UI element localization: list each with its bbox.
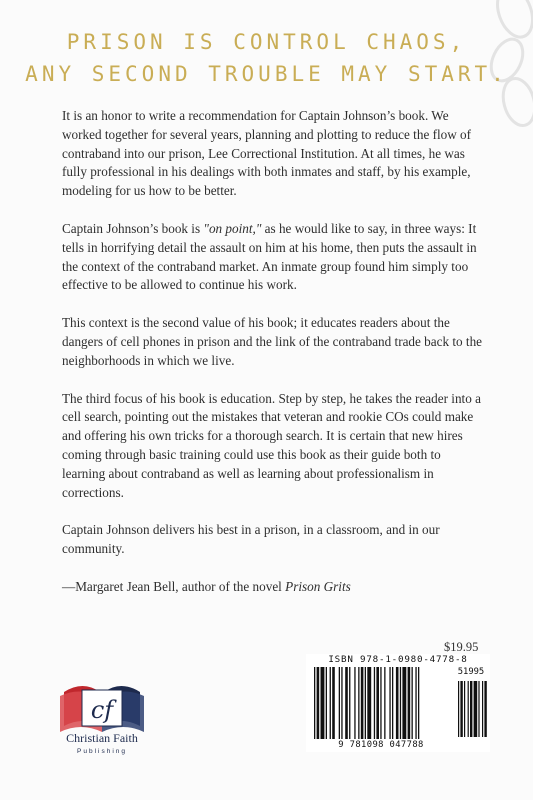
barcode-bar bbox=[392, 667, 393, 739]
paragraph-3: This context is the second value of his book; it educates readers about the dangers of cell phones in prison and the link of the contraband trade back to the neighborhoods in which we live. bbox=[62, 315, 483, 368]
barcode-bar bbox=[314, 667, 315, 739]
barcode-bar bbox=[376, 667, 379, 739]
headline-line-1: PRISON IS CONTROL CHAOS, bbox=[66, 30, 467, 54]
barcode-addon-bar bbox=[468, 681, 469, 737]
barcode-bar bbox=[341, 667, 342, 739]
barcode-bar bbox=[365, 667, 366, 739]
barcode-bar bbox=[374, 667, 375, 739]
barcode-addon-bar bbox=[460, 681, 462, 737]
barcode-bar bbox=[345, 667, 348, 739]
barcode-addon-bar bbox=[484, 681, 486, 737]
paragraph-2-quote: "on point," bbox=[203, 220, 262, 236]
attribution-book-title: Prison Grits bbox=[285, 578, 351, 594]
barcode-addon-bar bbox=[474, 681, 478, 737]
barcode-bar bbox=[358, 667, 359, 739]
barcode-bar bbox=[321, 667, 325, 739]
recommendation-text bbox=[62, 107, 486, 616]
barcode-bar bbox=[339, 667, 340, 739]
barcode bbox=[306, 654, 490, 752]
barcode-bar bbox=[384, 667, 385, 739]
attribution bbox=[62, 578, 486, 597]
paragraph-2-start: Captain Johnson’s book is bbox=[62, 220, 204, 236]
barcode-bar bbox=[400, 667, 401, 739]
isbn-label: ISBN 978-1-0980-4778-8 bbox=[328, 654, 468, 665]
barcode-addon-bar bbox=[470, 681, 472, 737]
barcode-bar bbox=[402, 667, 406, 739]
barcode-bar bbox=[415, 667, 416, 739]
barcode-addon-bar bbox=[464, 681, 465, 737]
barcode-bar bbox=[380, 667, 381, 739]
barcode-bar bbox=[412, 667, 413, 739]
barcode-bar bbox=[349, 667, 350, 739]
barcode-bar bbox=[326, 667, 327, 739]
barcode-bar bbox=[408, 667, 411, 739]
barcode-bar bbox=[317, 667, 320, 739]
paragraph-2-end: as he would like to say, in three ways: It tells in horrifying detail the assault on him at his home, then puts the assault in the context of the contraband market. An inmate group found him simply too effective to be allowed to continue his work. bbox=[62, 220, 477, 293]
publisher-name: Christian Faith bbox=[66, 731, 138, 745]
barcode-bar bbox=[332, 667, 335, 739]
headline bbox=[0, 26, 533, 90]
barcode-addon-bar bbox=[458, 681, 459, 737]
barcode-bars-icon bbox=[312, 667, 490, 739]
barcode-addon-bar bbox=[478, 681, 479, 737]
barcode-bar bbox=[389, 667, 390, 739]
paragraph-2 bbox=[62, 220, 486, 295]
headline-line-2: ANY SECOND TROUBLE MAY START. bbox=[25, 62, 508, 86]
paragraph-5: Captain Johnson delivers his best in a prison, in a classroom, and in our community. bbox=[62, 522, 440, 557]
barcode-bar bbox=[361, 667, 364, 739]
publisher-name-block bbox=[40, 732, 164, 758]
publisher-subtitle: Publishing bbox=[77, 748, 127, 755]
barcode-bar bbox=[396, 667, 399, 739]
barcode-bar bbox=[354, 667, 355, 739]
paragraph-4: The third focus of his book is education. Step by step, he takes the reader into a cell search, pointing out the mistakes that veteran and rookie COs could make and offering his own tricks for a thorough search. It is certain that new hires coming through basic training could use this book as their guide both to learning about contraband as well as learning about professionalism in corrections. bbox=[62, 390, 481, 500]
barcode-bar bbox=[418, 667, 419, 739]
barcode-bar bbox=[330, 667, 331, 739]
barcode-addon-digits: 51995 bbox=[457, 667, 485, 677]
price-label: $19.95 bbox=[444, 640, 479, 654]
logo-letters: cf bbox=[90, 696, 114, 724]
paragraph-1: It is an honor to write a recommendation for Captain Johnson’s book. We worked together for several years, planning and plotting to reduce the flow of contraband into our prison, Lee Correctional Institution. At all times, he was fully professional in his dealings with both inmates and staff, by his example, modeling for us how to be better. bbox=[62, 108, 472, 199]
attribution-author: —Margaret Jean Bell, author of the novel bbox=[62, 578, 286, 594]
barcode-digits: 9 781098 047788 bbox=[338, 740, 424, 750]
barcode-bar bbox=[367, 667, 371, 739]
barcode-addon-bar bbox=[482, 681, 483, 737]
